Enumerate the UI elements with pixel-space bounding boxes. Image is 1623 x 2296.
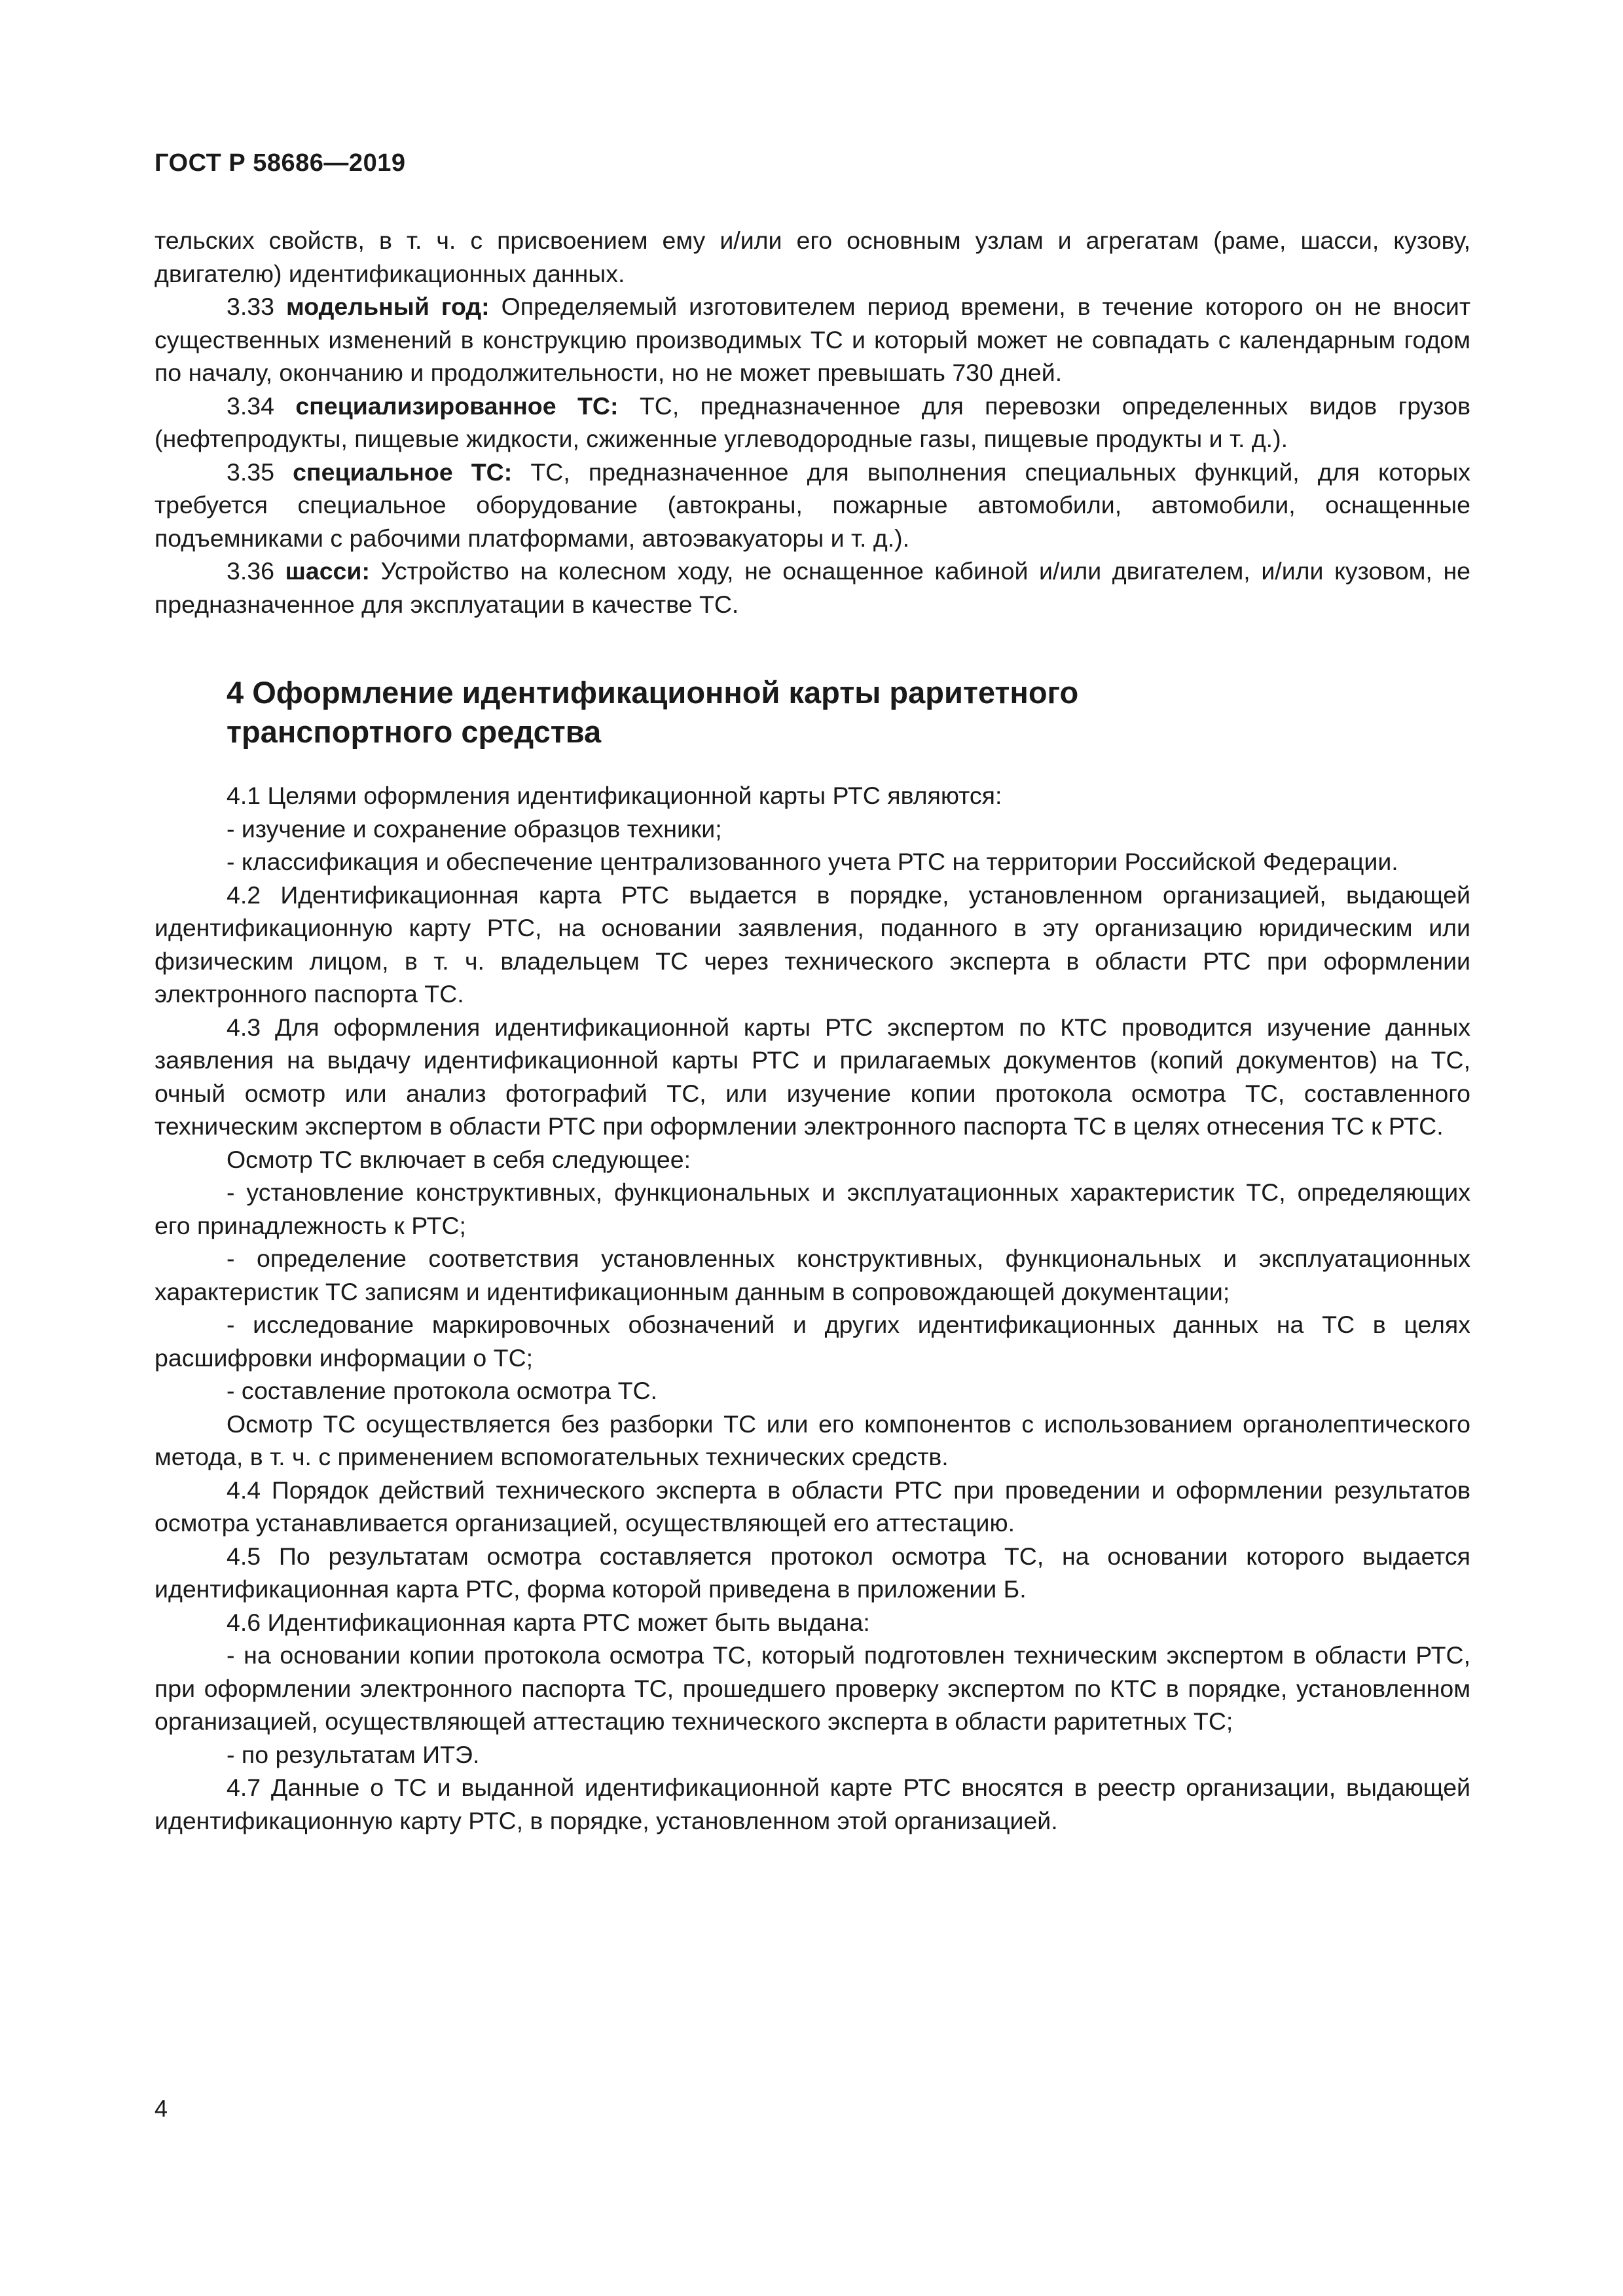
definition-term: специализированное ТС: — [295, 392, 619, 420]
paragraph-4-6: 4.6 Идентификационная карта РТС может быть выдана: — [227, 1608, 870, 1636]
definition-text: ТС, предназначенное для перевозки определенных видов грузов (нефтепродукты, пищевые жидкости, сжиженные углеводородные газы, пищевые продукты и т. д.). — [155, 392, 1471, 452]
definition-3-33 — [155, 290, 1470, 390]
list-item: - установление конструктивных, функциональных и эксплуатационных характеристик ТС, определяющих его принадлежность к РТС; — [155, 1178, 1470, 1239]
definition-text: Устройство на колесном ходу, не оснащенное кабиной и/или двигателем, и/или кузовом, не предназначенное для эксплуатации в качестве ТС. — [155, 557, 1471, 618]
paragraph-inspection: Осмотр ТС включает в себя следующее: — [227, 1145, 691, 1173]
paragraph-4-2: 4.2 Идентификационная карта РТС выдается в порядке, установленном организацией, выдающей идентификационную карту РТС, на основании заявления, поданного в эту организацию юридическим или физическим лицом, в т. ч. владельцем ТС через технического эксперта в области РТС при оформлении электронного паспорта ТС. — [155, 881, 1470, 1008]
list-item: - классификация и обеспечение централизованного учета РТС на территории Российской Федерации. — [227, 848, 1398, 875]
definition-number: 3.33 — [227, 293, 286, 320]
paragraph-inspection-method: Осмотр ТС осуществляется без разборки ТС или его компонентов с использованием органолептического метода, в т. ч. с применением вспомогательных технических средств. — [155, 1410, 1470, 1470]
paragraph-4-5: 4.5 По результатам осмотра составляется протокол осмотра ТС, на основании которого выдается идентификационная карта РТС, форма которой приведена в приложении Б. — [155, 1542, 1470, 1603]
definition-text: Определяемый изготовителем период времени, в течение которого он не вносит существенных изменений в конструкцию производимых ТС и который может не совпадать с календарным годом по началу, окончанию и продолжительности, но не может превышать 730 дней. — [155, 293, 1471, 386]
standard-header: ГОСТ Р 58686—2019 — [155, 149, 406, 177]
paragraph-4-7: 4.7 Данные о ТС и выданной идентификационной карте РТС вносятся в реестр организации, выдающей идентификационную карту РТС, в порядке, установленном этой организацией. — [155, 1774, 1470, 1834]
definition-term: специальное ТС: — [293, 458, 513, 486]
list-item: - по результатам ИТЭ. — [227, 1740, 480, 1768]
heading-line: 4 Оформление идентификационной карты раритетного — [227, 675, 1079, 710]
paragraph-4-4: 4.4 Порядок действий технического эксперта в области РТС при проведении и оформлении результатов осмотра устанавливается организацией, осуществляющей его аттестацию. — [155, 1476, 1470, 1537]
section-4-heading — [227, 673, 1470, 752]
definition-term: шасси: — [285, 557, 370, 585]
definition-3-36 — [155, 555, 1470, 621]
definition-text: ТС, предназначенное для выполнения специальных функций, для которых требуется специальное оборудование (автокраны, пожарные автомобили, автомобили, оснащенные подъемниками с рабочими платформами, автоэвакуаторы и т. д.). — [155, 458, 1470, 552]
list-item: - исследование маркировочных обозначений и других идентификационных данных на ТС в целях расшифровки информации о ТС; — [155, 1311, 1470, 1372]
definition-term: модельный год: — [285, 293, 490, 320]
definition-3-35 — [155, 456, 1470, 555]
list-item: - изучение и сохранение образцов техники; — [227, 814, 722, 843]
definition-number: 3.34 — [227, 392, 296, 420]
definition-3-34 — [155, 390, 1470, 456]
page-number: 4 — [155, 2095, 168, 2122]
list-item: - на основании копии протокола осмотра ТС, который подготовлен техническим экспертом в области РТС, при оформлении электронного паспорта ТС, прошедшего проверку экспертом по КТС в порядке, установленном организацией, осуществляющей аттестацию технического эксперта в области раритетных ТС; — [155, 1641, 1470, 1735]
document-body — [155, 224, 1470, 1837]
paragraph-continuation: тельских свойств, в т. ч. с присвоением ему и/или его основным узлам и агрегатам (раме, шасси, кузову, двигателю) идентификационных данных. — [155, 227, 1470, 287]
paragraph-4-3: 4.3 Для оформления идентификационной карты РТС экспертом по КТС проводится изучение данных заявления на выдачу идентификационной карты РТС и прилагаемых документов (копий документов) на ТС, очный осмотр или анализ фотографий ТС, или изучение копии протокола осмотра ТС, составленного техническим экспертом в области РТС при оформлении электронного паспорта ТС в целях отнесения ТС к РТС. — [155, 1013, 1470, 1140]
list-item: - составление протокола осмотра ТС. — [227, 1377, 657, 1404]
paragraph-4-1: 4.1 Целями оформления идентификационной карты РТС являются: — [227, 782, 1002, 809]
definition-number: 3.36 — [227, 557, 285, 585]
list-item: - определение соответствия установленных конструктивных, функциональных и эксплуатационных характеристик ТС записям и идентификационным данным в сопровождающей документации; — [155, 1245, 1470, 1305]
definition-number: 3.35 — [227, 458, 293, 486]
heading-line: транспортного средства — [227, 714, 602, 749]
